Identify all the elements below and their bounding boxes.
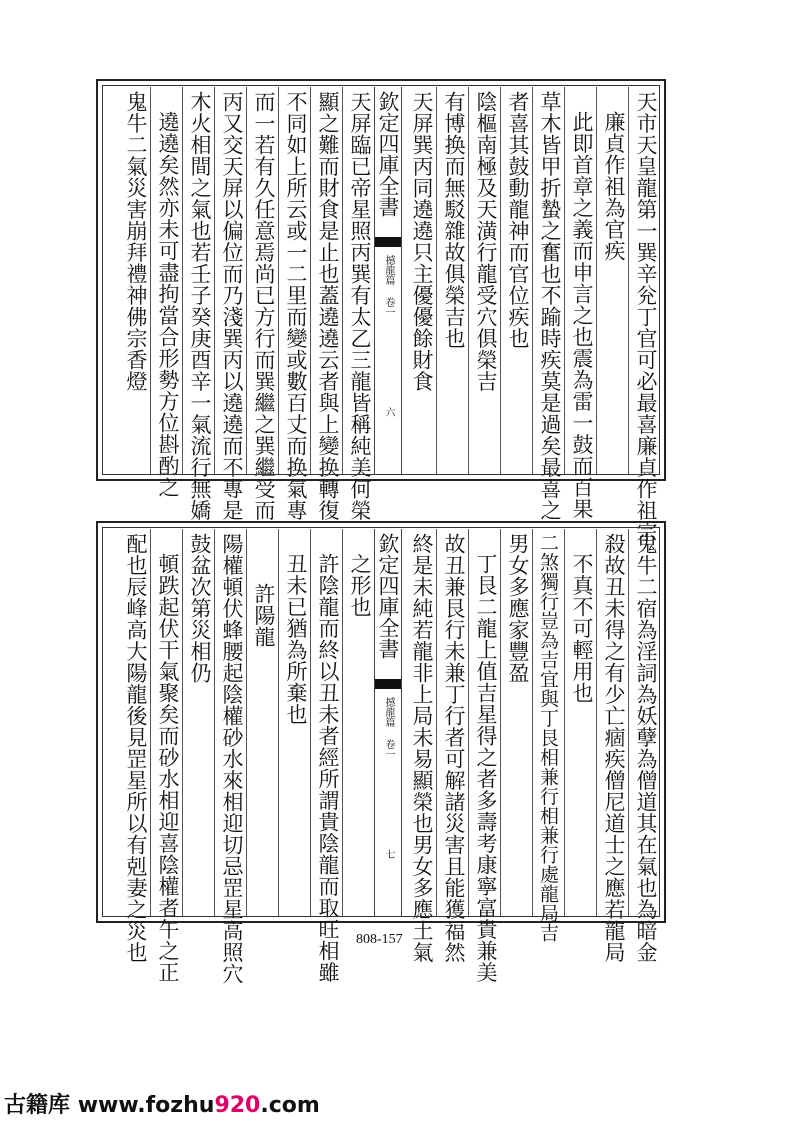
site-url[interactable] xyxy=(78,1093,320,1118)
column-rule xyxy=(214,87,215,475)
volume-label: 卷一 xyxy=(383,739,394,759)
leaf-number: 六 xyxy=(383,407,394,417)
column-rule xyxy=(628,529,629,917)
text-column: 故丑兼艮行未兼丁行者可解諸災害且能獲福然 xyxy=(442,533,466,963)
site-footer xyxy=(4,1088,320,1119)
center-fold-column xyxy=(374,529,402,917)
column-rule xyxy=(596,529,597,917)
text-column: 丁艮二龍上值吉星得之者多壽考康寧富貴兼美 xyxy=(474,553,498,983)
text-column: 有博换而無駁雜故俱榮吉也 xyxy=(442,91,466,349)
column-rule xyxy=(564,529,565,917)
text-column: 者喜其鼓動龍神而官位疾也 xyxy=(506,91,530,349)
column-rule xyxy=(564,87,565,475)
column-rule xyxy=(278,87,279,475)
column-rule xyxy=(278,529,279,917)
text-column: 丑未已猶為所棄也 xyxy=(284,553,308,725)
text-column: 配也辰峰高大陽龍後見罡星所以有剋妻之災也 xyxy=(124,533,148,963)
text-column: 顯之難而財食是止也蓋遶遶云者與上變换轉復 xyxy=(316,91,340,521)
column-rule xyxy=(182,529,183,917)
column-rule xyxy=(532,529,533,917)
column-rule xyxy=(182,87,183,475)
column-rule xyxy=(214,529,215,917)
column-rule xyxy=(596,87,597,475)
volume-label: 卷一 xyxy=(383,297,394,317)
column-rule xyxy=(342,529,343,917)
library-title: 欽定四庫全書 xyxy=(376,533,400,659)
fishtail-mark xyxy=(375,679,401,689)
site-name: 古籍库 xyxy=(4,1093,71,1118)
text-column: 此即首章之義而申言之也震為雷一鼓而百果 xyxy=(570,111,594,520)
text-column: 陽權頓伏蜂腰起陰權砂水來相迎切忌罡星高照穴 xyxy=(220,533,244,985)
column-rule xyxy=(468,87,469,475)
url-prefix: www.fozhu xyxy=(77,1093,215,1118)
column-rule xyxy=(628,87,629,475)
text-column: 鬼牛二宿為淫詞為妖孽為僧道其在氣也為暗金 xyxy=(634,533,658,963)
text-column: 陰樞南極及天潢行龍受穴俱榮吉 xyxy=(474,91,498,392)
column-rule xyxy=(150,529,151,917)
text-column: 天屏巽丙同遶遶只主優優餘財食 xyxy=(410,91,434,392)
column-rule xyxy=(310,87,311,475)
column-rule xyxy=(342,87,343,475)
leaf-number: 七 xyxy=(383,849,394,859)
text-column: 丙又交天屏以偏位而乃淺巽丙以遶遶而不專是 xyxy=(220,91,244,521)
text-column: 許陰龍而終以丑未者經所謂貴陰龍而取旺相雖 xyxy=(316,553,340,983)
library-title: 欽定四庫全書 xyxy=(376,91,400,217)
text-column: 不同如上所云或一二里而變或數百丈而换氣專 xyxy=(284,91,308,521)
page-number: 808-157 xyxy=(356,932,403,947)
column-rule xyxy=(246,529,247,917)
text-column: 許陽龍 xyxy=(252,583,276,648)
column-rule xyxy=(436,87,437,475)
text-column: 頓跌起伏干氣聚矣而砂水相迎喜陰權者午之正 xyxy=(156,553,180,983)
text-column: 鼓盆次第災相仍 xyxy=(188,533,212,684)
top-page-panel xyxy=(96,79,666,543)
column-rule xyxy=(310,529,311,917)
column-rule xyxy=(468,529,469,917)
center-fold-column xyxy=(374,87,402,475)
column-rule xyxy=(532,87,533,475)
url-suffix: .com xyxy=(260,1093,320,1118)
fishtail-mark xyxy=(375,237,401,247)
text-column: 之形也 xyxy=(348,553,372,618)
column-rule xyxy=(150,87,151,475)
column-rule xyxy=(500,87,501,475)
text-column: 天市天皇龍第一巽辛兊丁官可必最喜廉貞作祖宗 xyxy=(634,91,658,543)
text-column: 天屏臨已帝星照丙巽有太乙三龍皆稱純美何榮 xyxy=(348,91,372,521)
column-rule xyxy=(436,529,437,917)
book-title: 撼龍篇 xyxy=(383,255,394,285)
text-column: 遶遶矣然亦未可盡拘當合形勢方位斟酌之 xyxy=(156,111,180,498)
text-column: 廉貞作祖為官疾 xyxy=(602,111,626,262)
url-number: 920 xyxy=(214,1093,261,1118)
text-column: 二煞獨行豈為吉宜與丁艮相兼行相兼行處龍局吉 xyxy=(537,533,559,943)
text-column: 男女多應家豐盈 xyxy=(506,533,530,684)
book-title: 撼龍篇 xyxy=(383,697,394,727)
text-column: 草木皆甲折蟄之奮也不踰時疾莫是過矣最喜之 xyxy=(538,91,562,521)
text-column: 終是未純若龍非上局未易顯榮也男女多應土氣 xyxy=(410,533,434,963)
text-column: 而一若有久任意焉尚已方行而巽繼之巽繼受而 xyxy=(252,91,276,521)
text-column: 不真不可輕用也 xyxy=(570,553,594,704)
column-rule xyxy=(246,87,247,475)
text-column: 木火相間之氣也若壬子癸庚酉辛一氣流行無嬌 xyxy=(188,91,212,521)
text-column: 殺故丑未得之有少亡痼疾僧尼道士之應若龍局 xyxy=(602,533,626,963)
text-column: 鬼牛二氣災害崩拜禮神佛宗香燈 xyxy=(124,91,148,392)
column-rule xyxy=(500,529,501,917)
